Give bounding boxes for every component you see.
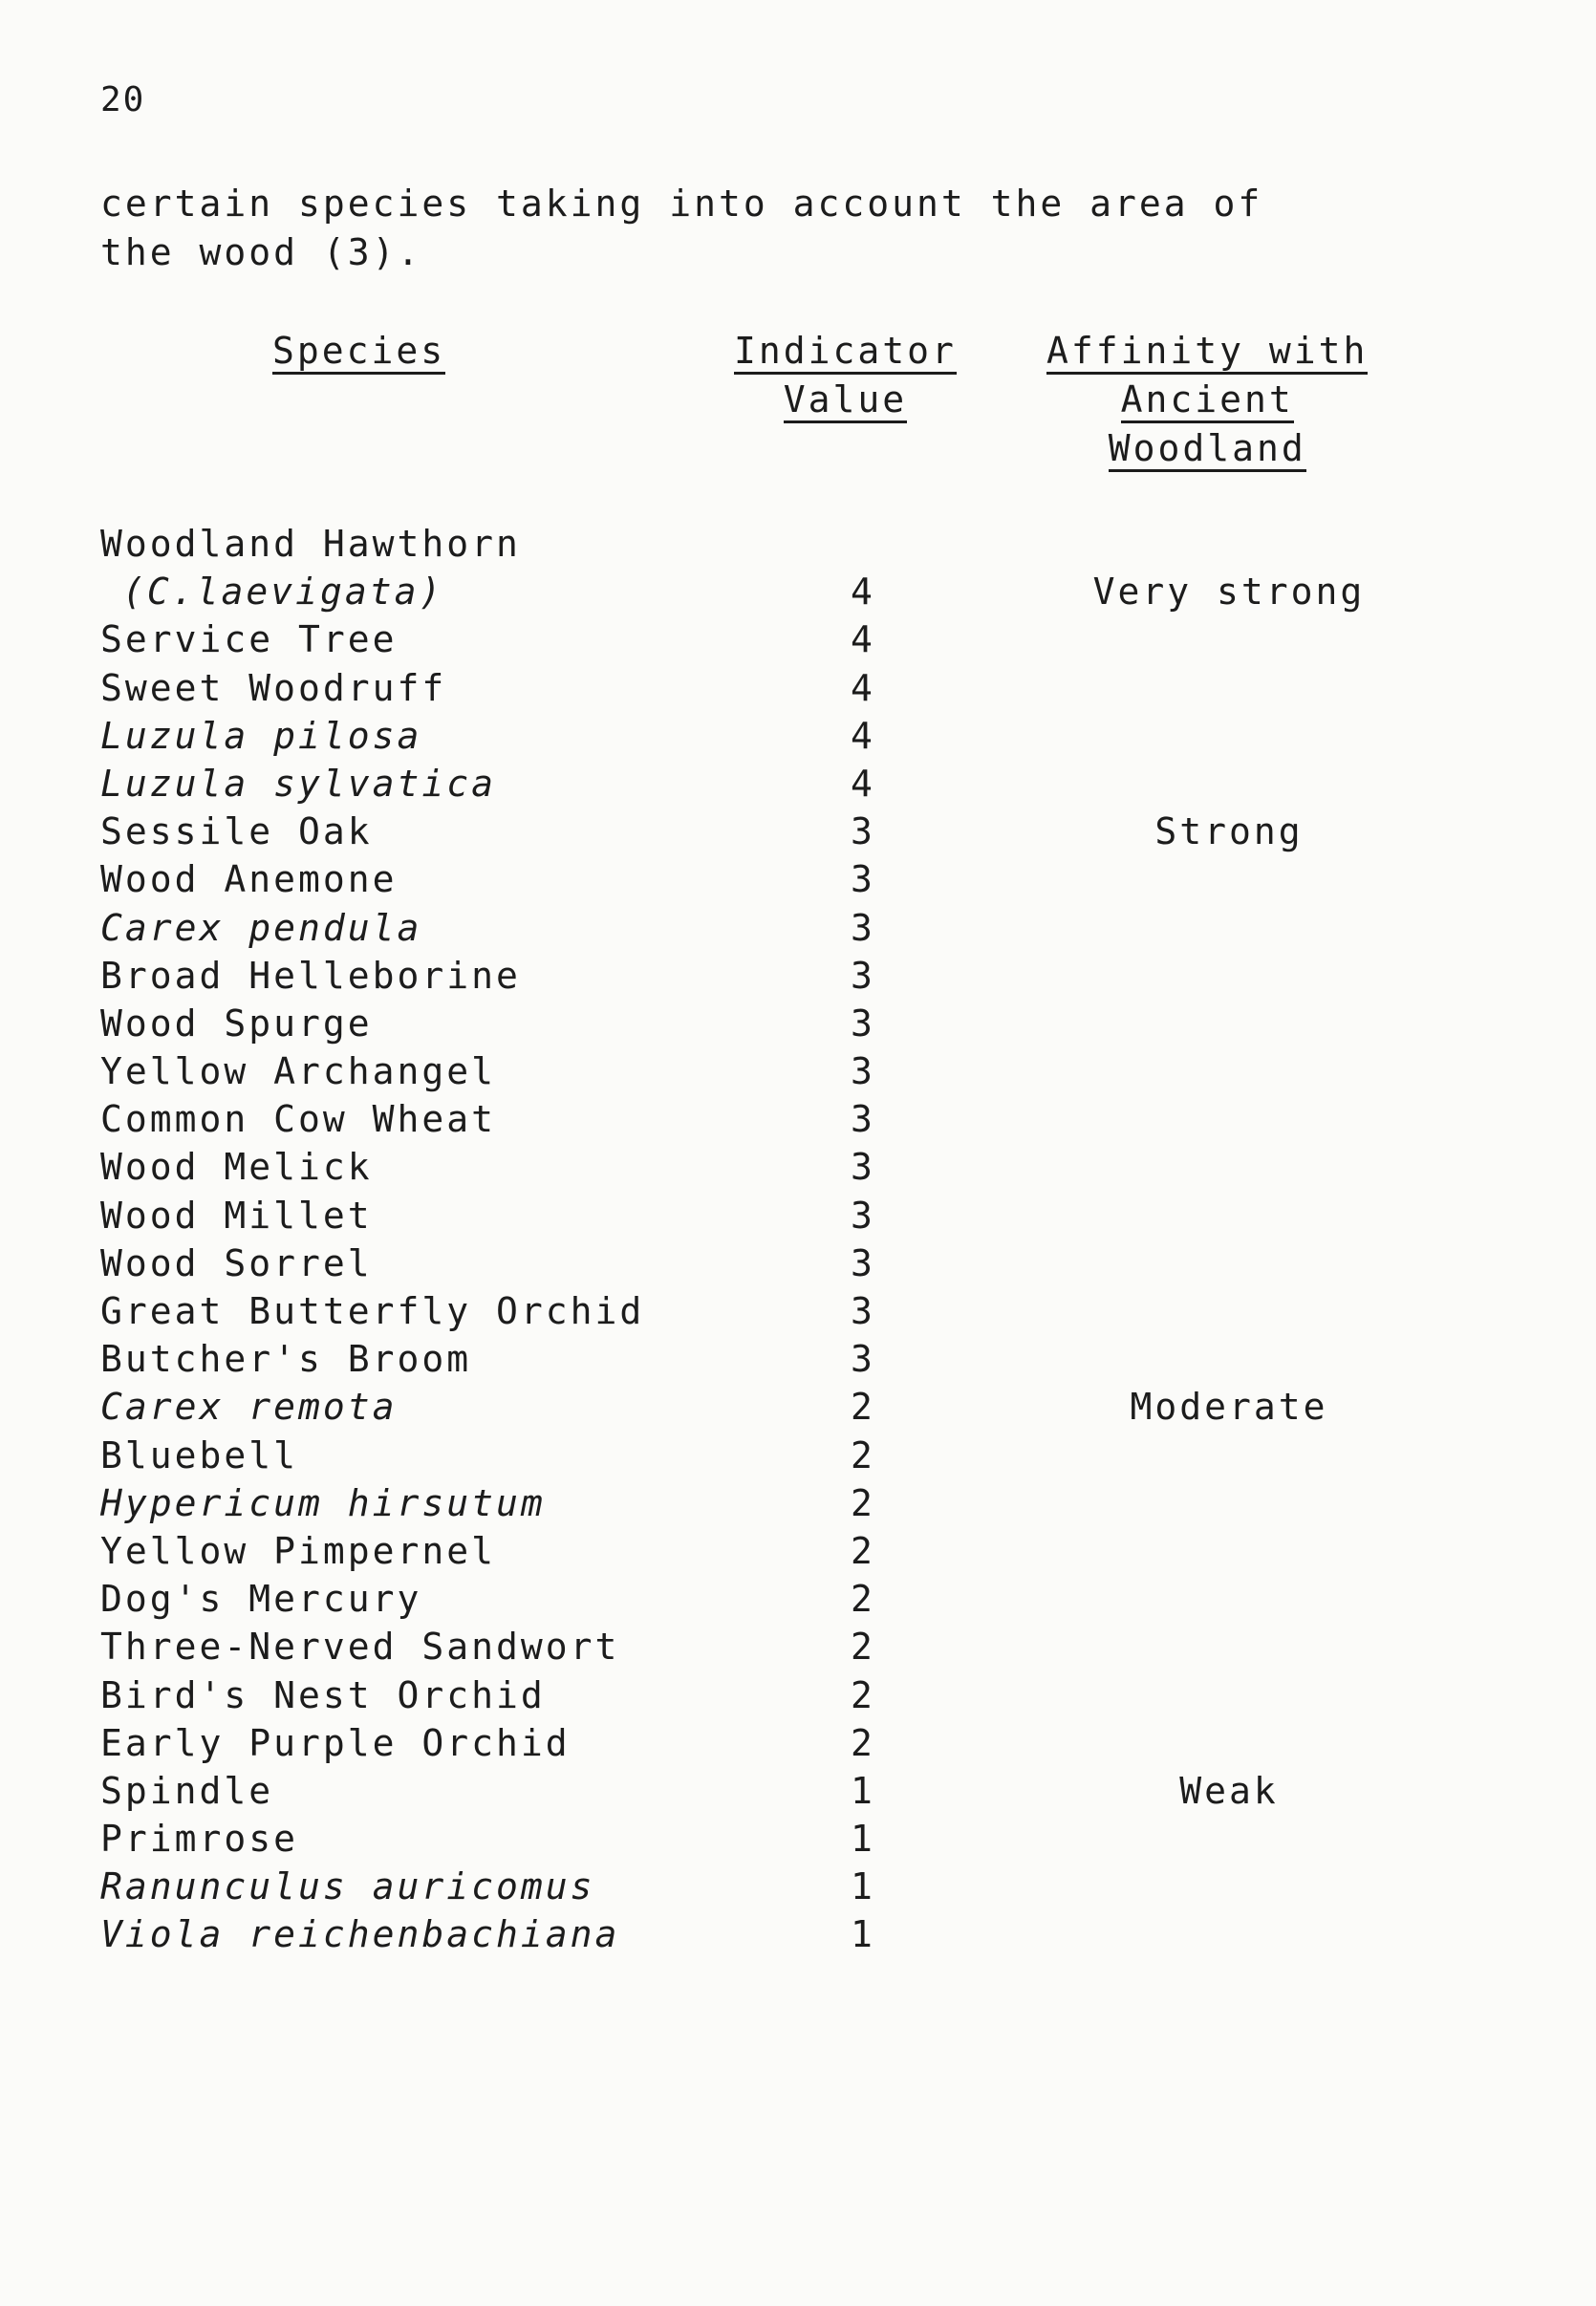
species-name: Three-Nerved Sandwort	[100, 1626, 620, 1669]
species-name: Wood Spurge	[100, 1002, 373, 1045]
table-row	[0, 1671, 1596, 1719]
table-row	[0, 1287, 1596, 1335]
species-name: Dog's Mercury	[100, 1578, 422, 1621]
species-name: Spindle	[100, 1769, 274, 1812]
table-row	[0, 1239, 1596, 1287]
indicator-value: 2	[851, 1529, 875, 1572]
indicator-value: 3	[851, 858, 875, 901]
species-column-header	[272, 327, 445, 376]
indicator-value: 4	[851, 618, 875, 661]
table-row	[0, 1432, 1596, 1479]
indicator-value: 3	[851, 954, 875, 997]
table-row	[0, 855, 1596, 903]
table-row	[0, 904, 1596, 952]
indicator-value: 2	[851, 1673, 875, 1716]
indicator-value: 4	[851, 762, 875, 805]
indicator-value: 4	[851, 714, 875, 757]
table-row	[0, 664, 1596, 712]
table-row	[0, 1383, 1596, 1431]
indicator-value: 3	[851, 1338, 875, 1381]
affinity-label: Weak	[1179, 1769, 1279, 1812]
table-row	[0, 1095, 1596, 1143]
indicator-value: 4	[851, 666, 875, 709]
table-row	[0, 808, 1596, 855]
table-row	[0, 1000, 1596, 1047]
species-name: Wood Millet	[100, 1194, 373, 1237]
table-row	[0, 1335, 1596, 1383]
species-name: Ranunculus auricomus	[100, 1865, 595, 1908]
table-row	[0, 712, 1596, 760]
indicator-value: 2	[851, 1481, 875, 1524]
page-number: 20	[100, 80, 146, 119]
table-row	[0, 568, 1596, 615]
indicator-value: 3	[851, 1002, 875, 1045]
species-name: Yellow Pimpernel	[100, 1529, 497, 1572]
intro-paragraph	[100, 180, 1262, 277]
affinity-header-line: Woodland	[1109, 427, 1306, 472]
indicator-value: 1	[851, 1865, 875, 1908]
indicator-value: 2	[851, 1386, 875, 1429]
species-name: Carex pendula	[100, 906, 422, 949]
species-name: Luzula sylvatica	[100, 762, 497, 805]
species-name: Wood Melick	[100, 1146, 373, 1189]
affinity-column-header	[1046, 327, 1368, 473]
species-name: Early Purple Orchid	[100, 1721, 571, 1764]
indicator-value: 2	[851, 1626, 875, 1669]
indicator-value: 3	[851, 1098, 875, 1141]
species-table	[0, 520, 1596, 1959]
affinity-label: Strong	[1154, 810, 1304, 853]
species-name: Yellow Archangel	[100, 1050, 497, 1093]
indicator-value: 2	[851, 1721, 875, 1764]
species-name: Broad Helleborine	[100, 954, 521, 997]
table-row	[0, 1143, 1596, 1191]
table-row	[0, 1575, 1596, 1623]
species-name: Common Cow Wheat	[100, 1098, 497, 1141]
indicator-value: 3	[851, 1146, 875, 1189]
species-name: Service Tree	[100, 618, 398, 661]
table-row	[0, 520, 1596, 568]
indicator-header-line: Value	[784, 378, 907, 423]
affinity-label: Very strong	[1092, 571, 1366, 614]
species-name: Luzula pilosa	[100, 714, 422, 757]
species-name: (C.laevigata)	[122, 571, 444, 614]
affinity-header-line: Affinity with	[1046, 330, 1368, 375]
species-name: Woodland Hawthorn	[100, 523, 521, 565]
species-name: Great Butterfly Orchid	[100, 1290, 645, 1332]
table-row	[0, 760, 1596, 808]
species-name: Wood Anemone	[100, 858, 398, 901]
affinity-header-line: Ancient	[1121, 378, 1294, 423]
species-name: Carex remota	[100, 1386, 398, 1429]
table-row	[0, 1910, 1596, 1958]
species-name: Viola reichenbachiana	[100, 1913, 620, 1956]
indicator-value: 1	[851, 1769, 875, 1812]
table-row	[0, 1479, 1596, 1527]
indicator-value: 3	[851, 1050, 875, 1093]
indicator-value: 3	[851, 1290, 875, 1332]
indicator-value: 3	[851, 906, 875, 949]
indicator-value: 3	[851, 1241, 875, 1284]
affinity-label: Moderate	[1130, 1386, 1328, 1429]
indicator-value: 4	[851, 571, 875, 614]
species-name: Hypericum hirsutum	[100, 1481, 546, 1524]
table-row	[0, 1815, 1596, 1863]
table-row	[0, 952, 1596, 1000]
table-row	[0, 1767, 1596, 1815]
species-name: Bird's Nest Orchid	[100, 1673, 546, 1716]
species-header-line: Species	[272, 330, 445, 375]
intro-line: the wood (3).	[100, 231, 422, 273]
indicator-value: 3	[851, 810, 875, 853]
species-name: Primrose	[100, 1818, 299, 1861]
species-name: Sessile Oak	[100, 810, 373, 853]
indicator-value-column-header	[734, 327, 957, 424]
table-row	[0, 615, 1596, 663]
indicator-value: 3	[851, 1194, 875, 1237]
table-row	[0, 1623, 1596, 1670]
intro-line: certain species taking into account the area of	[100, 183, 1263, 225]
species-name: Wood Sorrel	[100, 1241, 373, 1284]
indicator-value: 1	[851, 1818, 875, 1861]
table-row	[0, 1527, 1596, 1575]
indicator-value: 1	[851, 1913, 875, 1956]
indicator-header-line: Indicator	[734, 330, 957, 375]
table-row	[0, 1047, 1596, 1095]
table-row	[0, 1192, 1596, 1239]
indicator-value: 2	[851, 1578, 875, 1621]
species-name: Sweet Woodruff	[100, 666, 447, 709]
table-row	[0, 1863, 1596, 1910]
indicator-value: 2	[851, 1433, 875, 1476]
species-name: Butcher's Broom	[100, 1338, 472, 1381]
table-row	[0, 1719, 1596, 1767]
species-name: Bluebell	[100, 1433, 299, 1476]
